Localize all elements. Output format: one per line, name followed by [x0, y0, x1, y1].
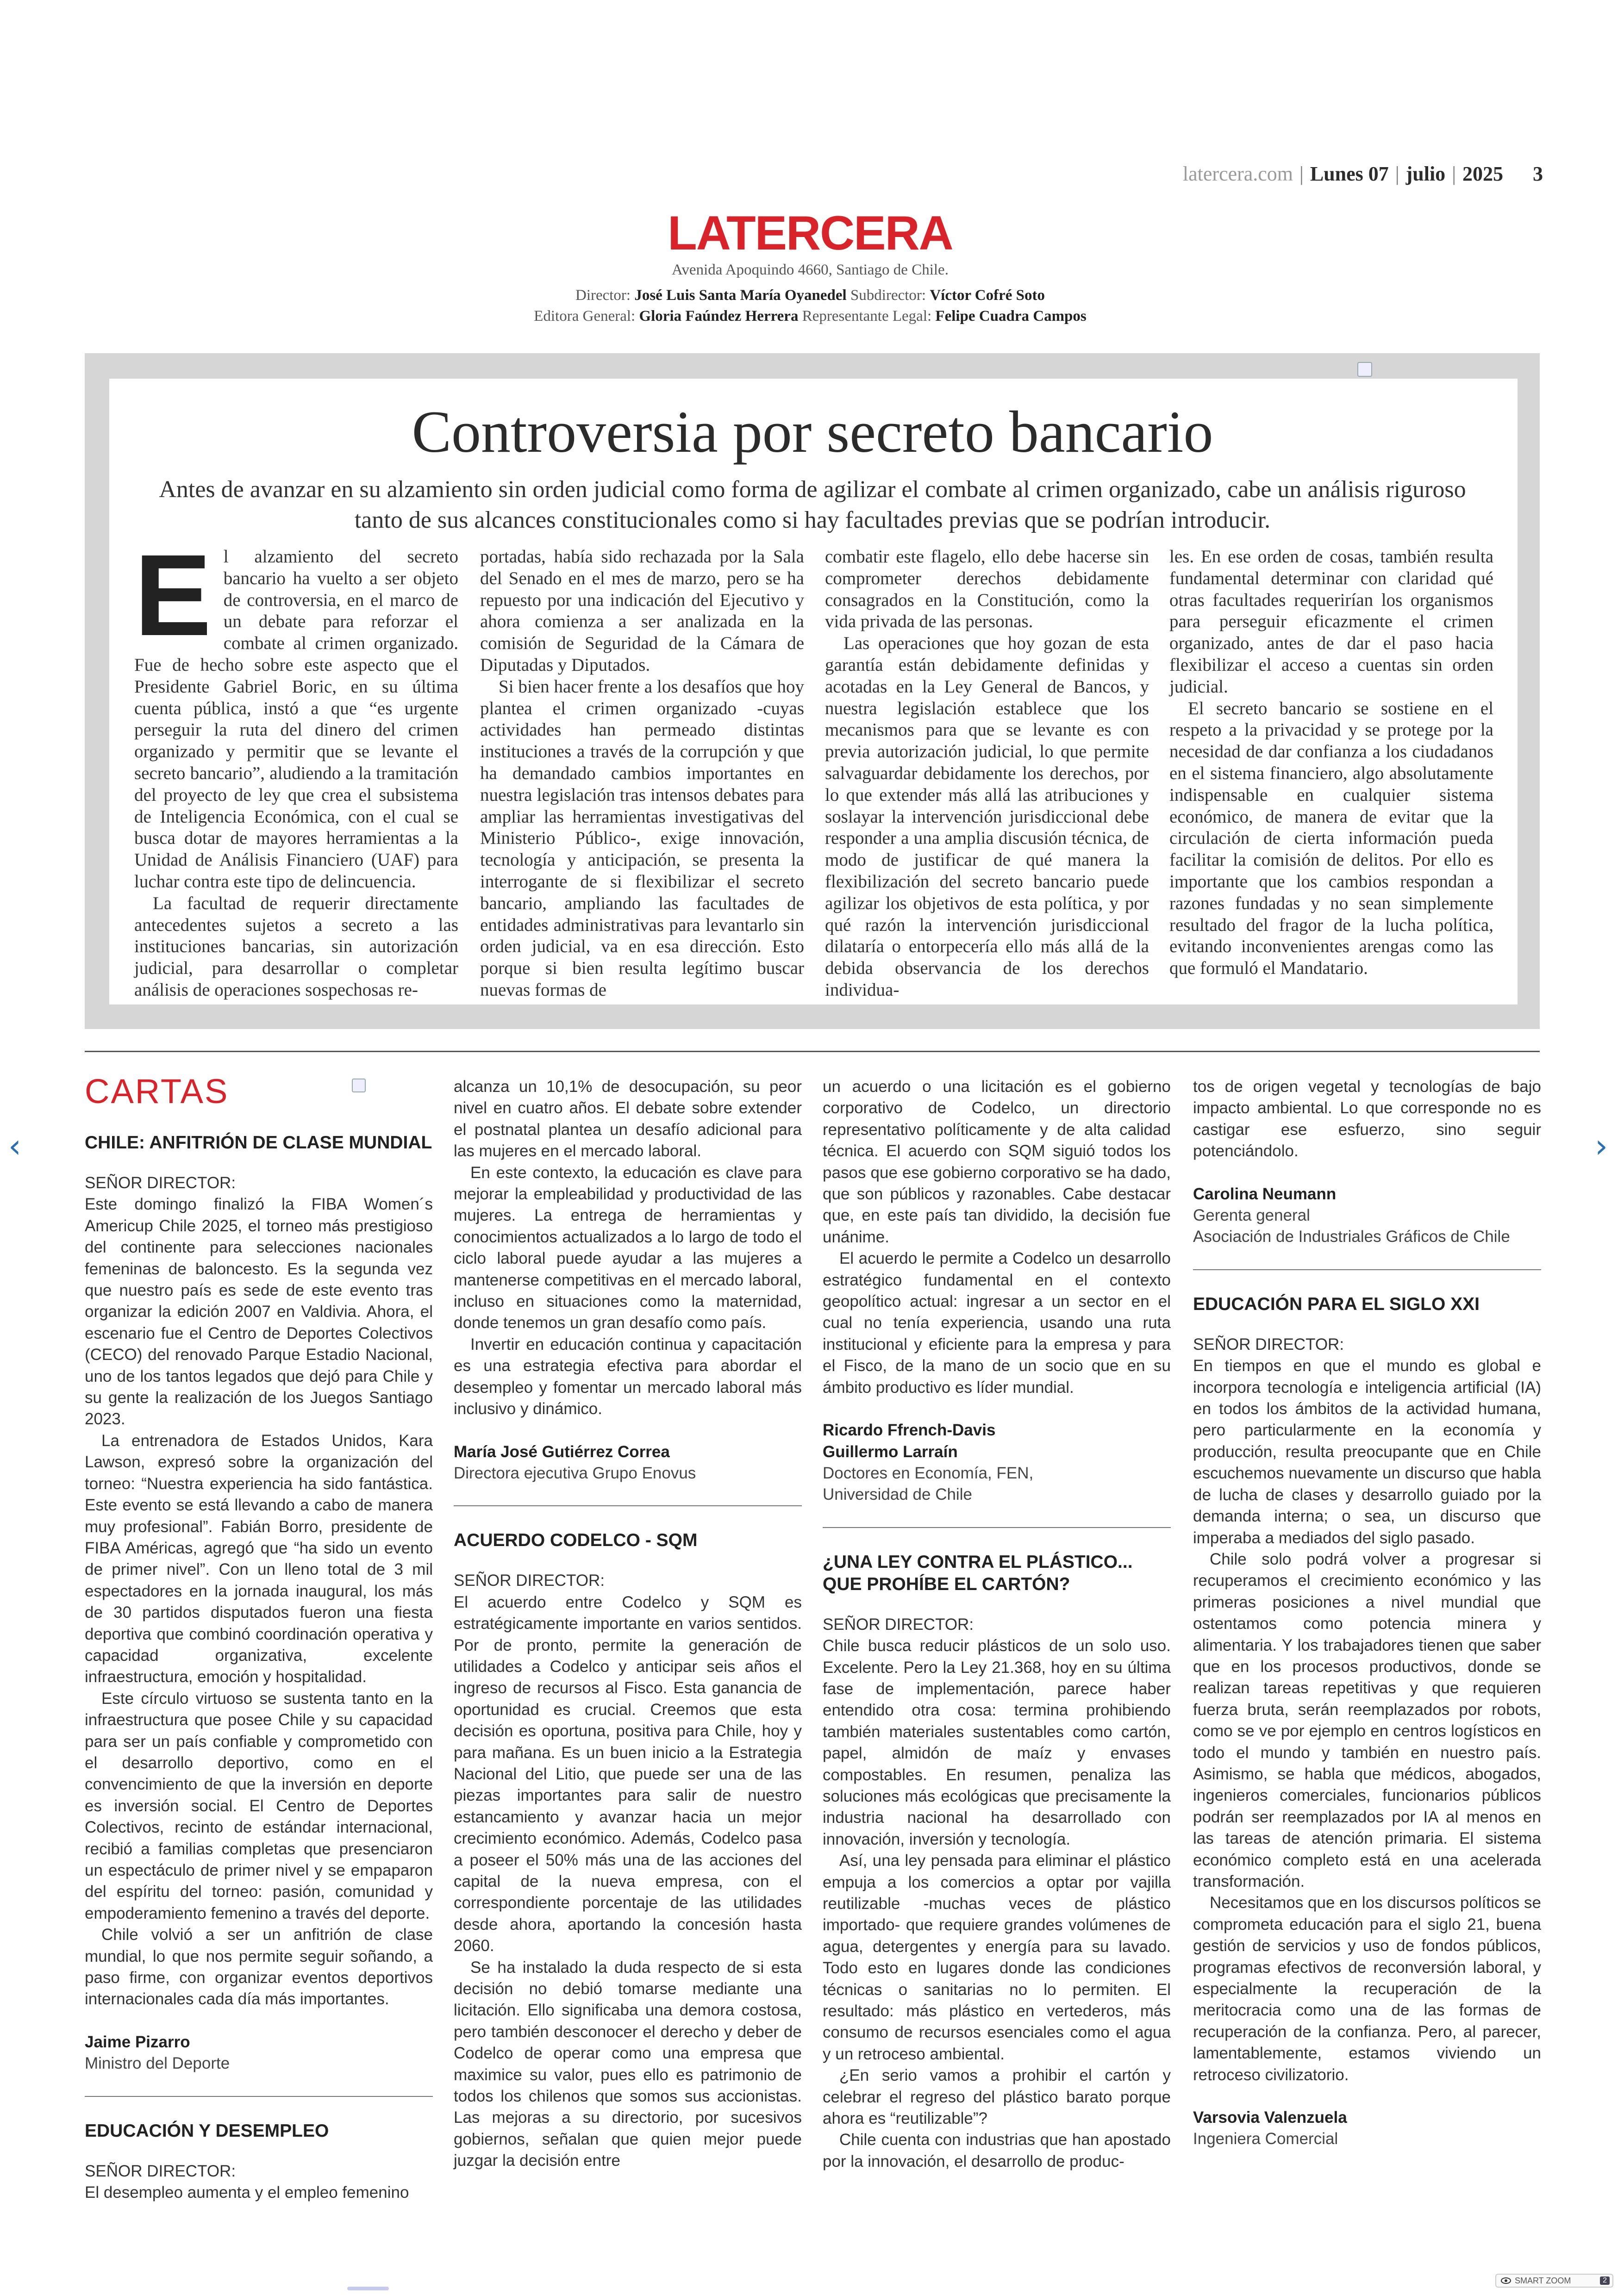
chevron-right-icon[interactable]: › — [1595, 1127, 1608, 1165]
letter-paragraph: Invertir en educación continua y capacitación es una estrategia efectiva para abordar el desempleo y fomentar un mercado laboral más inclusivo y dinámico. — [454, 1335, 802, 1418]
letter-paragraph: Así, una ley pensada para eliminar el plástico empuja a los comercios a optar por vajilla reutilizable -muchas veces de plástico importado- que requiere grandes volúmenes de agua, detergentes y energía para su lavado. Todo esto en lugares donde las condiciones técnicas o sanitarias no lo permiten. El resultado: más plástico en vertederos, más consumo de recursos esenciales como el agua y un retroceso ambiental. — [823, 1852, 1171, 2063]
editorial-paragraph: El secreto bancario se sostiene en el respeto a la privacidad y se protege por la necesidad de dar confianza a los ciudadanos en el sistema financiero, algo absolutamente indispensable en cualquier sistema económico, de manera de evitar que la circulación de cierta información pueda facilitar la comisión de delitos. Por ello es importante que los cambios respondan a razones fundadas y no sean simplemente resultado del fragor de la lucha política, evitando inconvenientes arengas como las que formuló el Mandatario. — [1169, 698, 1493, 979]
letter-paragraph: La entrenadora de Estados Unidos, Kara Lawson, expresó sobre la organización del torneo: “Nuestra experiencia ha sido fantástica. Este evento se está llevando a cabo de manera muy profesional”. Fabián Borro, presidente de FIBA Américas, agregó que “ha sido un evento de primer nivel”. Con un lleno total de 3 mil espectadores en la jornada inaugural, los más de 30 partidos disputados fueron una fiesta deportiva que combinó coordinación operativa y capacidad organizativa, excelente infraestructura, emoción y hospitalidad. — [85, 1431, 433, 1686]
editorial-paragraph: l alzamiento del secreto bancario ha vuelto a ser objeto de controversia, en el marco de un debate para reforzar el combate al crimen organizado. Fue de hecho sobre este aspecto que el Presidente Gabriel Boric, en su última cuenta pública, instó a que “es urgente perseguir la ruta del dinero del crimen organizado y permitir que se levante el secreto bancario”, aludiendo a la tramitación del proyecto de ley que crea el subsistema de Inteligencia Económica, con el cual se busca dotar de mayores herramientas a la Unidad de Análisis Financiero (UAF) para luchar contra este tipo de delincuencia. — [134, 547, 458, 892]
letter-divider — [823, 1527, 1171, 1528]
letter-signature-role: Doctores en Economía, FEN, — [823, 1464, 1034, 1482]
editorial-paragraph: combatir este flagelo, ello debe hacerse sin comprometer derechos debidamente consagrados en la Constitución, como la vida privada de las personas. — [825, 547, 1149, 632]
letter-paragraph: tos de origen vegetal y tecnologías de bajo impacto ambiental. Lo que corresponde no es castigar ese esfuerzo, sino seguir potenciándolo. — [1193, 1078, 1541, 1160]
letter-paragraph: En tiempos en que el mundo es global e incorpora tecnología e inteligencia artificial (IA) en todos los ámbitos de la actividad humana, pero particularmente en la economía y producción, resulta preocupante que en Chile escuchemos nuevamente un discurso que habla de lucha de clases y desarrollo guiado por la demanda interna; o sea, un discurso que imperaba a mediados del siglo pasado. — [1193, 1357, 1541, 1547]
letter-headline: EDUCACIÓN Y DESEMPLEO — [85, 2120, 329, 2141]
editora-name: Gloria Faúndez Herrera — [639, 308, 799, 324]
section-divider — [85, 1051, 1540, 1052]
editorial-column-3 — [825, 546, 1149, 1000]
editorial-paragraph: les. En ese orden de cosas, también resulta fundamental determinar con claridad qué otras facultades requerirían los organismos para perseguir eficazmente el crimen organizado, antes de dar el paso hacia flexibilizar el acceso a cuentas sin orden judicial. — [1169, 547, 1493, 697]
legal-rep-name: Felipe Cuadra Campos — [935, 308, 1087, 324]
letter-paragraph: Se ha instalado la duda respecto de si esta decisión no debió tomarse mediante una licitación. Ello significaba una demora costosa, pero también desconocer el derecho y deber de Codelco de operar como una empresa que maximice su valor, pues ello es patrimonio de todos los chilenos que somos sus accionistas. Las mejoras a su directorio, por sucesivos gobiernos, señalan que quien mejor puede juzgar la decisión entre — [454, 1958, 802, 2170]
letter-paragraph: ¿En serio vamos a prohibir el cartón y celebrar el regreso del plástico barato porque ahora es “reutilizable”? — [823, 2066, 1171, 2128]
letter-divider — [85, 2096, 433, 2097]
editorial-column-4 — [1169, 546, 1493, 1000]
newspaper-logo: LATERCERA — [668, 206, 953, 260]
letter-signature: Varsovia Valenzuela — [1193, 2108, 1347, 2127]
dateline: latercera.com | Lunes 07 | julio | 2025 3 — [1182, 162, 1543, 185]
date-day: Lunes 07 — [1310, 162, 1389, 185]
letter-paragraph: El desempleo aumenta y el empleo femenino — [85, 2183, 409, 2202]
letter-signature: Carolina Neumann — [1193, 1185, 1337, 1203]
editorial-deck: Antes de avanzar en su alzamiento sin orden judicial como forma de agilizar el combate al crimen organizado, cabe un análisis riguroso tanto de sus alcances constitucionales como si hay facultades previas que se podrían introducir. — [159, 476, 1466, 533]
letter-paragraph: Chile busca reducir plásticos de un solo uso. Excelente. Pero la Ley 21.368, hoy en su última fase de implementación, parece haber entendido otra cosa: termina prohibiendo también materiales sustentables como cartón, papel, almidón de maíz y envases compostables. En resumen, penaliza las soluciones más ecológicas que precisamente la industria nacional ha desarrollado con innovación, inversión y tecnología. — [823, 1637, 1171, 1848]
article-marker-icon[interactable] — [1357, 362, 1372, 377]
cartas-column-4 — [1193, 1076, 1541, 2148]
drop-cap: E — [134, 530, 212, 660]
editorial-column-2 — [480, 546, 804, 1000]
editorial-title: Controversia por secreto bancario — [412, 399, 1213, 465]
letter-salutation: SEÑOR DIRECTOR: — [85, 2162, 236, 2180]
letter-paragraph: El acuerdo le permite a Codelco un desarrollo estratégico fundamental en el contexto geopolítico actual: ingresar a un sector en el cual no tenía experiencia, usando una ruta institucional y eficiente para la empresa y para el Fisco, de la mano de un socio que en su ámbito productivo es líder mundial. — [823, 1249, 1171, 1397]
letter-salutation: SEÑOR DIRECTOR: — [454, 1572, 605, 1590]
address: Avenida Apoquindo 4660, Santiago de Chile. — [672, 262, 949, 278]
letter-signature-role: Directora ejecutiva Grupo Enovus — [454, 1464, 696, 1482]
letter-signature-role: Gerenta general — [1193, 1206, 1310, 1225]
letter-paragraph: Chile cuenta con industrias que han apostado por la innovación, el desarrollo de produc- — [823, 2131, 1171, 2170]
letter-signature-role: Asociación de Industriales Gráficos de Chile — [1193, 1228, 1510, 1246]
letter-signature-role: Ingeniera Comercial — [1193, 2130, 1338, 2148]
director-name: José Luis Santa María Oyanedel — [634, 287, 847, 304]
smart-zoom-label: SMART ZOOM — [1515, 2276, 1571, 2285]
cartas-column-1 — [85, 1132, 433, 2202]
letter-salutation: SEÑOR DIRECTOR: — [1193, 1335, 1344, 1353]
staff-line-2: Editora General: Gloria Faúndez Herrera Representante Legal: Felipe Cuadra Campos — [534, 308, 1087, 324]
letter-signature-role: Ministro del Deporte — [85, 2054, 230, 2073]
letter-salutation: SEÑOR DIRECTOR: — [85, 1174, 236, 1192]
letter-paragraph: Chile solo podrá volver a progresar si recuperamos el crecimiento económico y las primeras posiciones a nivel mundial que ostentamos como potencia minera y alimentaria. Y los trabajadores tienen que saber que en los procesos productivos, donde se realizan tareas repetitivas y que requieren fuerza bruta, serán reemplazados por robots, como se ve por ejemplo en centros logísticos en todo el mundo y también en nuestro país. Asimismo, se habla que médicos, abogados, ingenieros comerciales, funcionarios públicos podrán ser reemplazados por IA al menos en las tareas de atención primaria. El sistema económico completo está en una acelerada transformación. — [1193, 1550, 1541, 1890]
letter-paragraph: alcanza un 10,1% de desocupación, su peor nivel en cuatro años. El debate sobre extender el postnatal plantea un desafío adicional para las mujeres en el mercado laboral. — [454, 1078, 802, 1160]
cartas-column-2 — [454, 1076, 802, 2170]
letter-divider — [454, 1505, 802, 1506]
horizontal-scrollbar[interactable] — [347, 2287, 389, 2290]
letter-headline: CHILE: ANFITRIÓN DE CLASE MUNDIAL — [85, 1133, 432, 1153]
letter-headline: ACUERDO CODELCO - SQM — [454, 1530, 698, 1551]
letter-signature-role: Universidad de Chile — [823, 1485, 972, 1504]
letter-signature: María José Gutiérrez Correa — [454, 1442, 670, 1461]
letter-headline: ¿UNA LEY CONTRA EL PLÁSTICO... QUE PROHÍBE EL CARTÓN? — [823, 1552, 1133, 1594]
article-marker-icon[interactable] — [352, 1079, 366, 1092]
letter-signature: Guillermo Larraín — [823, 1442, 958, 1461]
letter-paragraph: Este domingo finalizó la FIBA Women´s Americup Chile 2025, el torneo más prestigioso del continente para selecciones nacionales femeninas de baloncesto. Es la segunda vez que nuestro país es sede de este evento tras organizar la edición 2007 en Valdivia. Ahora, el escenario fue el Centro de Deportes Colectivos (CECO) del renovado Parque Estadio Nacional, uno de los tantos legados que dejó para Chile y su gente la realización de los Juegos Santiago 2023. — [85, 1195, 433, 1428]
letter-signature: Ricardo Ffrench-Davis — [823, 1421, 996, 1440]
date-month: julio — [1405, 162, 1446, 185]
letter-divider — [1193, 1269, 1541, 1270]
editorial-paragraph: Las operaciones que hoy gozan de esta garantía están debidamente definidas y acotadas en la Ley General de Bancos, y nuestra legislación establece que los mecanismos para que se levante es con previa autorización judicial, lo que permite salvaguardar debidamente los derechos, por lo que extender más allá las atribuciones y soslayar la intervención jurisdiccional debe responder a una amplia discusión técnica, de modo de justificar de qué manera la flexibilización del secreto bancario puede agilizar los objetivos de esta política, y por qué razón la intervención jurisdiccional dilataría o entorpecería ello más allá de la debida observancia de los derechos individua- — [825, 633, 1149, 1000]
cartas-section-title: CARTAS — [85, 1072, 229, 1110]
smart-zoom-badge: 2 — [1600, 2276, 1610, 2285]
chevron-left-icon[interactable]: ‹ — [8, 1127, 21, 1165]
letter-paragraph: Este círculo virtuoso se sustenta tanto en la infraestructura que posee Chile y su capacidad para ser un país confiable y comprometido con el desarrollo deportivo, como en el convencimiento de que la inversión en deporte es inversión social. El Centro de Deportes Colectivos, recinto de estándar internacional, recibió a familias completas que presenciaron un espectáculo de primer nivel y se empaparon del espíritu del torneo: pasión, comunidad y empoderamiento femenino a través del deporte. — [85, 1689, 433, 1922]
editorial-column-1 — [134, 530, 458, 1000]
editorial-paragraph: Si bien hacer frente a los desafíos que hoy plantea el crimen organizado -cuyas actividades han permeado distintas instituciones a través de la corrupción y que ha demandado cambios importantes en nuestra legislación tras intensos debates para ampliar las herramientas investigativas del Ministerio Público-, exige innovación, tecnología y anticipación, se presenta la interrogante de si flexibilizar el secreto bancario, ampliando las facultades de entidades administrativas para levantarlo sin orden judicial, va en esa dirección. Esto porque si bien resulta legítimo buscar nuevas formas de — [480, 676, 804, 1000]
staff-line-1: Director: José Luis Santa María Oyanedel Subdirector: Víctor Cofré Soto — [575, 287, 1045, 304]
letter-paragraph: Necesitamos que en los discursos políticos se comprometa educación para el siglo 21, buena gestión de servicios y uso de fondos públicos, programas efectivos de reconversión laboral, y especialmente la recuperación de la meritocracia como una de las formas de recuperación de la confianza. Pero, al parecer, lamentablemente, estamos viviendo un retroceso civilizatorio. — [1193, 1894, 1541, 2084]
cartas-column-3 — [823, 1076, 1171, 2170]
date-year: 2025 — [1462, 162, 1503, 185]
editorial-paragraph: portadas, había sido rechazada por la Sala del Senado en el mes de marzo, pero se ha repuesto por una indicación del Ejecutivo y ahora comienza a ser analizada en la comisión de Seguridad de la Cámara de Diputadas y Diputados. — [480, 547, 804, 675]
editorial-paragraph: La facultad de requerir directamente antecedentes sujetos a secreto a las instituciones bancarias, sin autorización judicial, para desarrollar o completar análisis de operaciones sospechosas re- — [134, 893, 458, 1000]
page-number: 3 — [1533, 162, 1543, 185]
site-url: latercera.com — [1182, 162, 1293, 185]
letter-paragraph: En este contexto, la educación es clave para mejorar la empleabilidad y productividad de las mujeres. La entrega de herramientas y conocimientos actualizados a lo largo de todo el ciclo laboral puede ayudar a las mujeres a mantenerse competitivas en el mercado laboral, incluso en situaciones como la maternidad, donde tenemos un gran desafío como país. — [454, 1163, 802, 1332]
letter-signature: Jaime Pizarro — [85, 2033, 190, 2051]
letter-paragraph: Chile volvió a ser un anfitrión de clase mundial, lo que nos permite seguir soñando, a paso firme, con organizar eventos deportivos internacionales cada día más importantes. — [85, 1926, 433, 2008]
eye-icon — [1501, 2277, 1511, 2284]
letter-salutation: SEÑOR DIRECTOR: — [823, 1615, 974, 1634]
letter-paragraph: un acuerdo o una licitación es el gobierno corporativo de Codelco, un directorio representativo políticamente y de alta calidad técnica. El acuerdo con SQM siguió todos los pasos que ese gobierno corporativo se ha dado, que son públicos y razonables. Cabe destacar que, en este país tan dividido, la decisión fue unánime. — [823, 1078, 1171, 1246]
letter-headline: EDUCACIÓN PARA EL SIGLO XXI — [1193, 1294, 1480, 1314]
subdirector-name: Víctor Cofré Soto — [930, 287, 1045, 304]
smart-zoom-button[interactable] — [1495, 2274, 1613, 2288]
letter-paragraph: El acuerdo entre Codelco y SQM es estratégicamente importante en varios sentidos. Por de pronto, permite la generación de utilidades a Codelco y anticipar seis años el ingreso de recursos al Fisco. Esta ganancia de oportunidad es crucial. Creemos que esta decisión es oportuna, positiva para Chile, hoy y para mañana. Es un buen inicio a la Estrategia Nacional del Litio, que puede ser una de las piezas importantes para salir de nuestro estancamiento y avanzar hacia un mejor crecimiento económico. Además, Codelco pasa a poseer el 50% más una de las acciones del capital de la nueva empresa, con el correspondiente porcentaje de las utilidades desde ahora, aportando la concesión hasta 2060. — [454, 1593, 802, 1955]
